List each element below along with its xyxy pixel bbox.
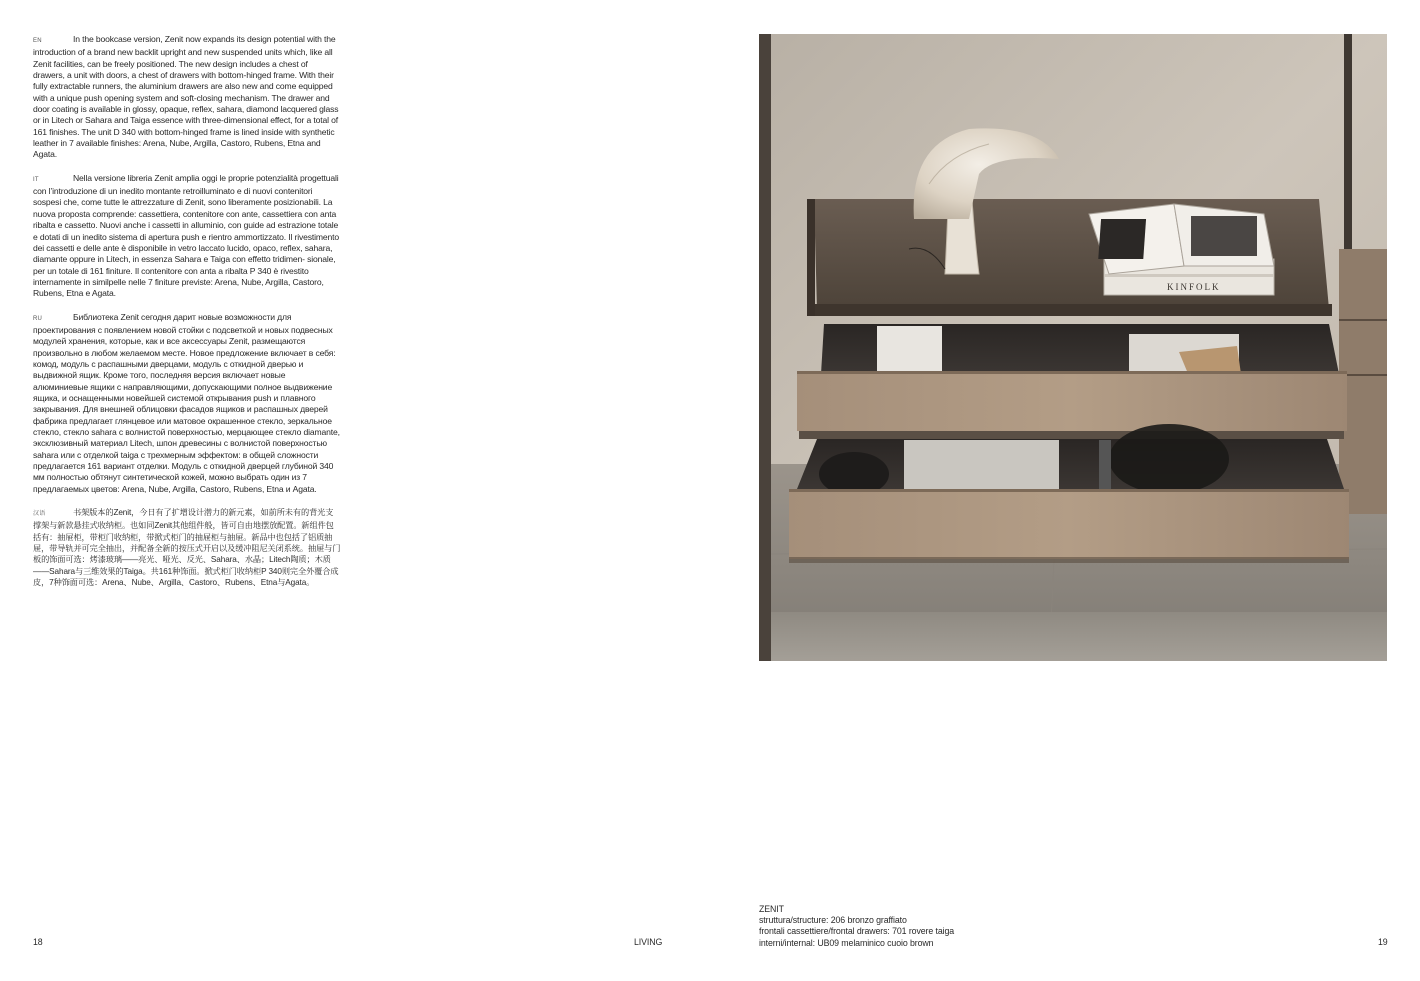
- text-column: [33, 34, 341, 600]
- paragraph-it: [33, 173, 341, 300]
- page-number-right: 19: [1378, 937, 1388, 947]
- caption-line-drawers: frontali cassettiere/frontal drawers: 701 rovere taiga: [759, 926, 955, 937]
- product-illustration: [759, 34, 1387, 661]
- paragraph-zh-body: 书架版本的Zenit，今日有了扩增设计潜力的新元素，如前所未有的背光支撑架与新款悬挂式收纳柜。也如同Zenit其他组件般，皆可自由地摆放配置。新组件包括有：抽屉柜，带柜门收纳柜，带掀式柜门的抽屉柜与抽屉。新品中也包括了铝质抽屉，带导轨并可完全抽出，并配备全新的按压式开启以及缓冲阻尼关闭系统。抽屉与门板的饰面可选：烤漆玻璃——亮光、哑光、反光、Sahara、水晶；Litech陶质；木质——Sahara与三维效果的Taiga。共161种饰面。掀式柜门收纳柜P 340则完全外覆合成皮，7种饰面可选：Arena、Nube、Argilla、Castoro、Rubens、Etna与Agata。: [33, 508, 341, 588]
- paragraph-en-body: In the bookcase version, Zenit now expands its design potential with the introduction of a brand new backlit upright and new suspended units which, like all Zenit facilities, can be freely positioned. The new design includes a chest of drawers, a unit with doors, a chest of drawers with bottom-hinged frame. With their fully extractable runners, the aluminium drawers are also new and come equipped with a unique push opening system and soft-closing mechanism. The drawer and door coating is available in glossy, opaque, reflex, sahara, diamond lacquered glass or in Litech or Sahara and Taiga essence with three-dimensional effect, for a total of 161 finishes. The unit D 340 with bottom-hinged frame is lined inside with synthetic leather in 7 available finishes: Arena, Nube, Argilla, Castoro, Rubens, Etna and Agata.: [33, 34, 339, 160]
- caption-title: ZENIT: [759, 904, 784, 914]
- caption-line-internal: interni/internal: UB09 melaminico cuoio brown: [759, 937, 934, 948]
- language-tag-en: EN: [33, 38, 42, 44]
- photo-caption: [759, 904, 1159, 949]
- paragraph-ru-body: Библиотека Zenit сегодня дарит новые возможности для проектирования с появлением новой стойки с подсветкой и новых подвесных модулей хранения, которые, как и все аксессуары Zenit, размещаются произвольно в любом желаемом месте. Новое предложение включает в себя: комод, модуль с распашными дверцами, модуль с откидной дверью и выдвижной ящик. Кроме того, последняя версия включает новые алюминиевые ящики с направляющими, допускающими полное выдвижение ящика, и оснащенными новейшей системой открывания push и плавного закрывания. Для внешней облицовки фасадов ящиков и распашных дверей фабрика предлагает глянцевое или матовое окрашенное стекло, зеркальное стекло, стекло sahara с волнистой поверхностью, мерцающее стекло diamante, эксклюзивный материал Litech, шпон древесины с волнистой поверхностью sahara или с отделкой taiga с трехмерным эффектом: в общей сложности предлагается 161 вариант отделки. Модуль с откидной дверцей глубиной 340 мм полностью обтянут синтетической кожей, можно выбрать один из 7 предлагаемых цветов: Arena, Nube, Argilla, Castoro, Rubens, Etna и Agata.: [33, 311, 340, 494]
- paragraph-zh: [33, 507, 341, 588]
- language-tag-zh: 汉语: [33, 511, 46, 518]
- product-photo: [759, 34, 1387, 661]
- language-tag-it: IT: [33, 176, 39, 183]
- caption-line-structure: struttura/structure: 206 bronzo graffiato: [759, 915, 907, 926]
- paragraph-it-body: Nella versione libreria Zenit amplia oggi le proprie potenzialità progettuali con l’introduzione di un inedito montante retroilluminato e di nuovi contenitori sospesi che, come tutte le attrezzature di Zenit, sono liberamente posizionabili. La nuova proposta comprende: cassettiera, contenitore con ante, cassettiera con anta ribalta e cassetto. Nuovi anche i cassetti in alluminio, con guide ad estrazione totale e dotati di un inedito sistema di apertura push e rientro ammortizzato. Il rivestimento dei cassetti e delle ante è disponibile in vetro laccato lucido, opaco, reflex, sahara, diamante oppure in Litech, in essenza Sahara e Taiga con effetto tridimen- sionale, per un totale di 161 finiture. Il contenitore con anta a ribalta P 340 è rivestito internamente in similpelle nelle 7 finiture previste: Arena, Nube, Argilla, Castoro, Rubens, Etna e Agata.: [33, 172, 340, 299]
- page-number-left: 18: [33, 937, 43, 947]
- paragraph-en: [33, 34, 341, 161]
- language-tag-ru: RU: [33, 315, 43, 322]
- paragraph-ru: [33, 312, 341, 496]
- book-spine-text: KINFOLK: [1167, 282, 1221, 292]
- section-label: LIVING: [634, 937, 663, 947]
